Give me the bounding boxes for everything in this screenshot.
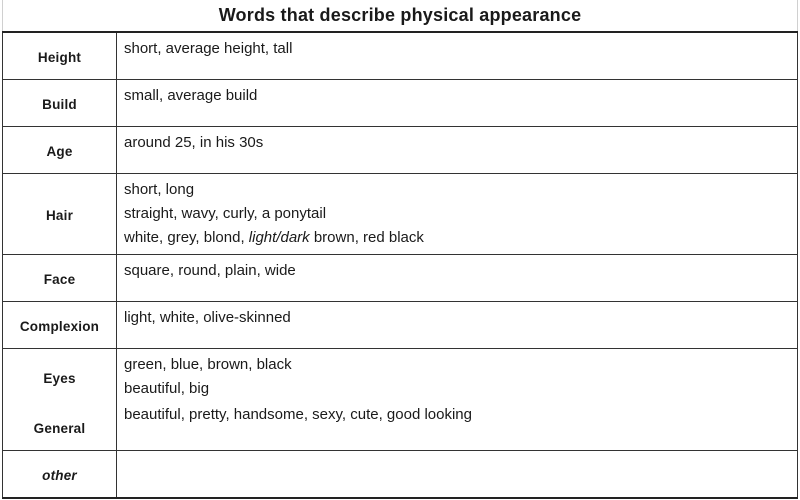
- row-content-general: [117, 404, 798, 450]
- row-label-other-text: other: [42, 468, 77, 484]
- content-line: beautiful, pretty, handsome, sexy, cute, good looking: [124, 406, 472, 423]
- row-content-age: [117, 126, 798, 173]
- row-content-build: [117, 79, 798, 126]
- row-label-complexion: Complexion: [3, 301, 117, 348]
- content-line: small, average build: [124, 86, 258, 104]
- row-content-height: [117, 32, 798, 79]
- content-line-hair-colour: [124, 229, 797, 253]
- row-label-height: Height: [3, 32, 117, 79]
- appearance-vocabulary-table: [2, 31, 798, 499]
- table-row: [3, 301, 798, 348]
- table-row: [3, 79, 798, 126]
- row-content-face: [117, 254, 798, 301]
- table-row: [3, 254, 798, 301]
- content-line: beautiful, big: [124, 379, 210, 397]
- table-row: [3, 32, 798, 79]
- row-label-hair: Hair: [3, 173, 117, 254]
- content-line: square, round, plain, wide: [124, 261, 296, 279]
- content-line: short, long: [124, 180, 195, 198]
- content-line: light, white, olive-skinned: [124, 308, 291, 326]
- content-line: short, average height, tall: [124, 40, 293, 57]
- italic-text-segment: light/dark: [248, 228, 310, 246]
- content-line: around 25, in his 30s: [124, 133, 264, 151]
- table-row: [3, 450, 798, 498]
- table-row: [3, 404, 798, 450]
- table-row: [3, 173, 798, 254]
- row-label-other: [3, 450, 117, 498]
- page-title: Words that describe physical appearance: [2, 0, 798, 31]
- row-content-other: [117, 450, 798, 498]
- row-label-eyes: Eyes: [3, 348, 117, 404]
- content-line: straight, wavy, curly, a ponytail: [124, 204, 327, 222]
- row-content-hair: [117, 173, 798, 254]
- row-label-build: Build: [3, 79, 117, 126]
- content-line: green, blue, brown, black: [124, 355, 292, 373]
- row-content-complexion: [117, 301, 798, 348]
- row-content-eyes: [117, 348, 798, 404]
- text-segment: white, grey, blond,: [124, 228, 249, 246]
- text-segment: brown, red black: [309, 228, 424, 246]
- table-row: [3, 348, 798, 404]
- table-row: [3, 126, 798, 173]
- row-label-face: Face: [3, 254, 117, 301]
- row-label-general: General: [3, 404, 117, 450]
- row-label-age: Age: [3, 126, 117, 173]
